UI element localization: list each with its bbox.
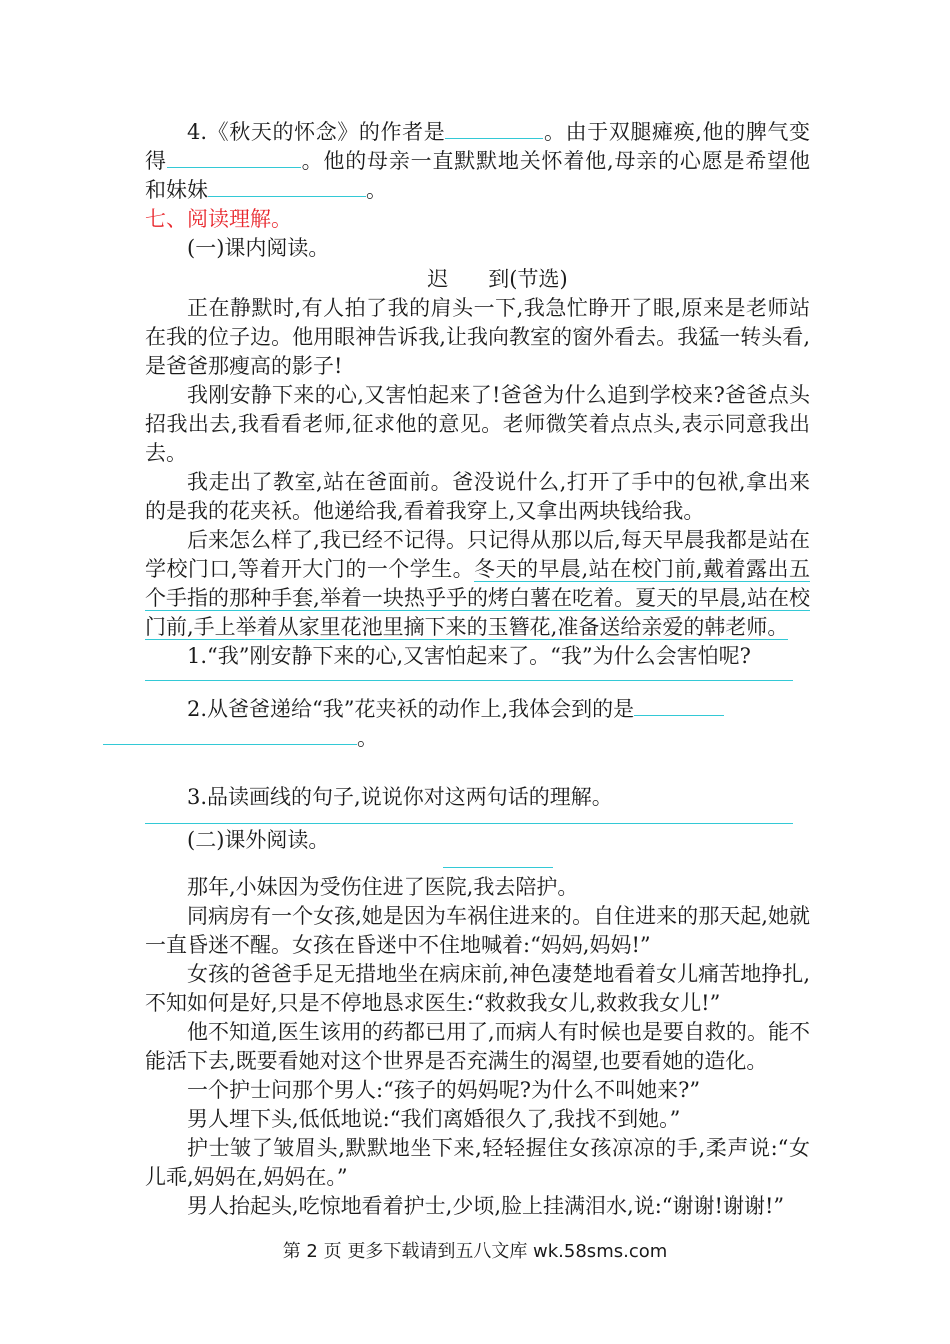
passage-2-paragraph: 男人埋下头,低低地说:“我们离婚很久了,我找不到她。” xyxy=(187,1107,681,1131)
page-footer: 第 2 页 更多下载请到五八文库 wk.58sms.com xyxy=(282,1241,668,1262)
q4-text-1: 4.《秋天的怀念》的作者是 xyxy=(187,120,446,144)
page-content xyxy=(145,118,810,1221)
answer-line-q1[interactable] xyxy=(145,680,793,681)
q4-blank-temper[interactable] xyxy=(167,147,301,168)
passage-1-question-1: 1.“我”刚安静下来的心,又害怕起来了。“我”为什么会害怕呢? xyxy=(187,644,751,668)
q2-blank-2[interactable] xyxy=(103,724,357,745)
passage-2-paragraph: 那年,小妹因为受伤住进了医院,我去陪护。 xyxy=(187,875,579,899)
q4-blank-author[interactable] xyxy=(445,118,543,139)
underlined-sentences: 冬天的早晨,站在校门前,戴着露出五个手指的那种手套,举着一块热乎乎的烤白薯在吃着。夏天的早晨,站在校门前,手上举着从家里花池里摘下来的玉簪花,准备送给亲爱的韩老师。 xyxy=(145,557,810,639)
passage-1-question-2 xyxy=(145,695,810,753)
q2-text: 2.从爸爸递给“我”花夹袄的动作上,我体会到的是 xyxy=(187,697,635,721)
q4-text-3: 。他的母亲一直默默地关怀着他,母亲的心愿是希望他和妹妹 xyxy=(145,149,810,202)
reading-2-label: (二)课外阅读。 xyxy=(187,828,330,852)
passage-2-paragraph: 护士皱了皱眉头,默默地坐下来,轻轻握住女孩凉凉的手,柔声说:“女儿乖,妈妈在,妈妈在。” xyxy=(145,1136,810,1189)
q4-blank-wish[interactable] xyxy=(208,176,366,197)
passage-2-paragraph: 男人抬起头,吃惊地看着护士,少顷,脸上挂满泪水,说:“谢谢!谢谢!” xyxy=(187,1194,785,1218)
passage-2-title-blank[interactable] xyxy=(443,867,553,868)
passage-2-paragraph: 女孩的爸爸手足无措地坐在病床前,神色凄楚地看着女儿痛苦地挣扎,不知如何是好,只是不停地恳求医生:“救救我女儿,救救我女儿!” xyxy=(145,962,810,1015)
passage-1-title-b: 到(节选) xyxy=(488,267,568,291)
question-4 xyxy=(145,118,810,205)
answer-line-q3[interactable] xyxy=(145,823,793,824)
passage-1-title xyxy=(145,265,810,294)
passage-1-title-a: 迟 xyxy=(427,267,449,291)
passage-2-paragraph: 同病房有一个女孩,她是因为车祸住进来的。自住进来的那天起,她就一直昏迷不醒。女孩在昏迷中不住地喊着:“妈妈,妈妈!” xyxy=(145,904,810,957)
passage-1-paragraph-4 xyxy=(145,526,810,642)
passage-1-question-3: 3.品读画线的句子,说说你对这两句话的理解。 xyxy=(187,785,613,809)
passage-1-paragraph: 我走出了教室,站在爸面前。爸没说什么,打开了手中的包袱,拿出来的是我的花夹袄。他递给我,看着我穿上,又拿出两块钱给我。 xyxy=(145,470,810,523)
q2-blank-1[interactable] xyxy=(634,695,724,716)
q4-text-4: 。 xyxy=(366,178,387,202)
reading-1-label: (一)课内阅读。 xyxy=(187,236,330,260)
q4-text-2: 。由于双腿瘫痪,他的脾气变得 xyxy=(145,120,810,173)
section-7-heading: 七、阅读理解。 xyxy=(145,207,292,231)
passage-2-paragraph: 一个护士问那个男人:“孩子的妈妈呢?为什么不叫她来?” xyxy=(187,1078,701,1102)
passage-1-plain-text: 后来怎么样了,我已经不记得。只记得从那以后,每天早晨我都是站在学校门口,等着开大门的一个学生。 xyxy=(145,528,810,581)
passage-1-paragraph: 正在静默时,有人拍了我的肩头一下,我急忙睁开了眼,原来是老师站在我的位子边。他用眼神告诉我,让我向教室的窗外看去。我猛一转头看,是爸爸那瘦高的影子! xyxy=(145,296,810,378)
passage-1-paragraph: 我刚安静下来的心,又害怕起来了!爸爸为什么追到学校来?爸爸点头招我出去,我看看老师,征求他的意见。老师微笑着点点头,表示同意我出去。 xyxy=(145,383,810,465)
passage-2-paragraph: 他不知道,医生该用的药都已用了,而病人有时候也是要自救的。能不能活下去,既要看她对这个世界是否充满生的渴望,也要看她的造化。 xyxy=(145,1020,810,1073)
q2-end: 。 xyxy=(357,726,378,750)
